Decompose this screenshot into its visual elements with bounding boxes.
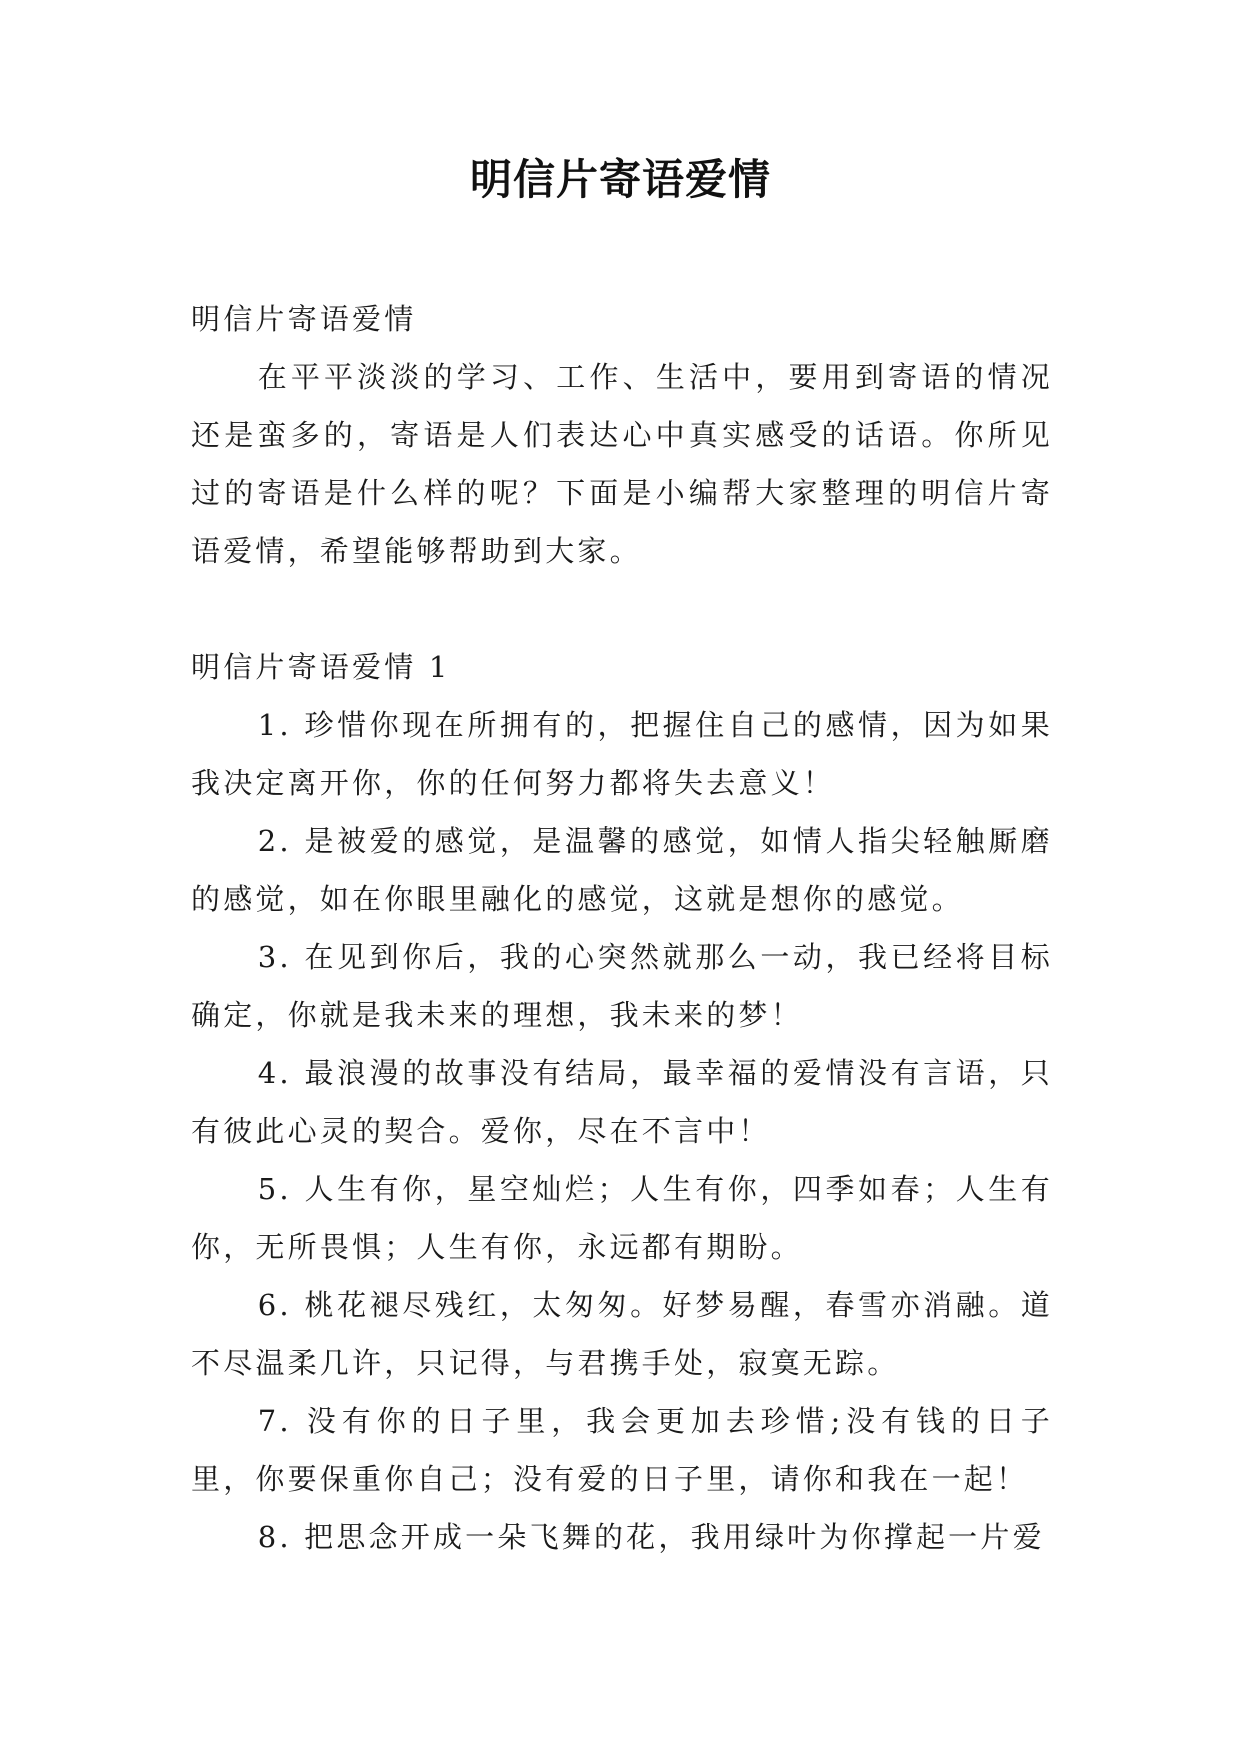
list-item-partial: 8. 把思念开成一朵飞舞的花，我用绿叶为你撑起一片爱 [257, 1520, 1045, 1554]
document-title: 明信片寄语爱情 [469, 155, 771, 204]
list-item: 3. 在见到你后，我的心突然就那么一动，我已经将目标确定，你就是我未来的理想，我未来的梦！ [191, 940, 1053, 1032]
list-item: 4. 最浪漫的故事没有结局，最幸福的爱情没有言语，只有彼此心灵的契合。爱你，尽在不言中！ [191, 1056, 1053, 1148]
paragraph-spacer [191, 580, 1053, 638]
document-body [191, 290, 1053, 1566]
subheading: 明信片寄语爱情 [191, 302, 417, 336]
intro-paragraph: 在平平淡淡的学习、工作、生活中，要用到寄语的情况还是蛮多的，寄语是人们表达心中真实感受的话语。你所见过的寄语是什么样的呢？下面是小编帮大家整理的明信片寄语爱情，希望能够帮助到大家。 [191, 360, 1053, 568]
list-item: 6. 桃花褪尽残红，太匆匆。好梦易醒，春雪亦消融。道不尽温柔几许，只记得，与君携手处，寂寞无踪。 [191, 1288, 1053, 1380]
list-item: 1. 珍惜你现在所拥有的，把握住自己的感情，因为如果我决定离开你，你的任何努力都将失去意义！ [191, 708, 1053, 800]
list-item: 5. 人生有你，星空灿烂；人生有你，四季如春；人生有你，无所畏惧；人生有你，永远都有期盼。 [191, 1172, 1053, 1264]
section-heading: 明信片寄语爱情 1 [191, 650, 451, 684]
list-item: 7. 没有你的日子里，我会更加去珍惜;没有钱的日子里，你要保重你自己；没有爱的日子里，请你和我在一起！ [191, 1404, 1053, 1496]
list-item: 2. 是被爱的感觉，是温馨的感觉，如情人指尖轻触厮磨的感觉，如在你眼里融化的感觉，这就是想你的感觉。 [191, 824, 1053, 916]
